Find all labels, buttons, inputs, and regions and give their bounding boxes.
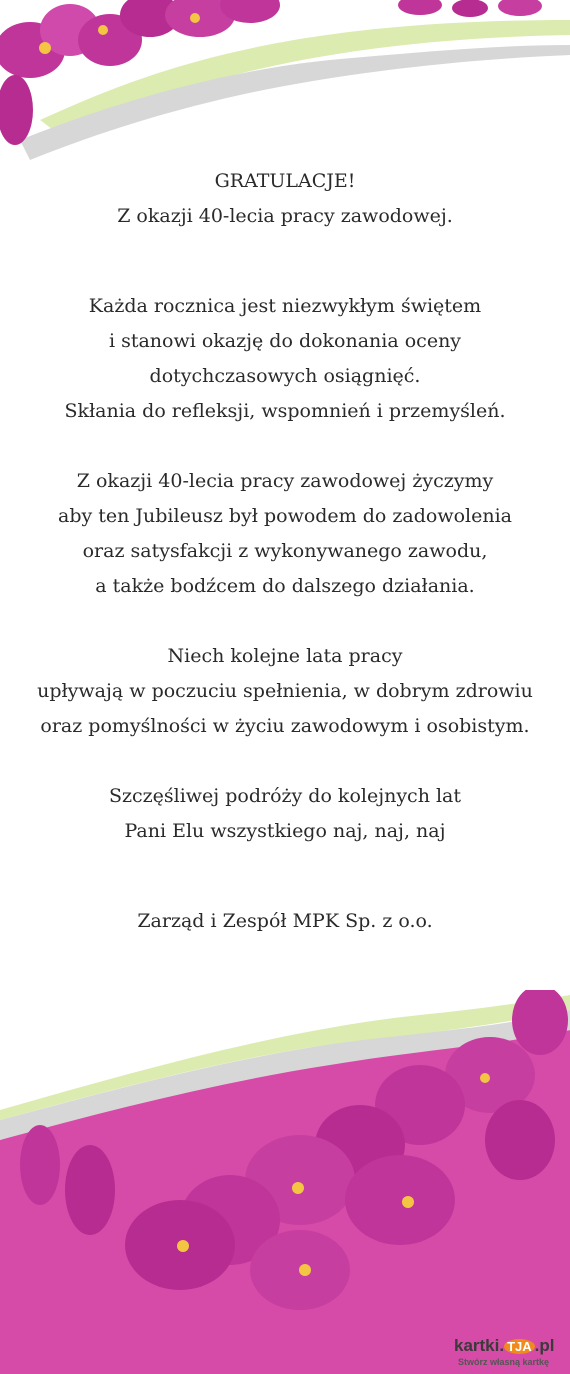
paragraph-line: Z okazji 40-lecia pracy zawodowej życzymy bbox=[76, 470, 494, 492]
logo-mark: TJA bbox=[504, 1339, 535, 1354]
paragraph-line: i stanowi okazję do dokonania oceny bbox=[108, 330, 462, 352]
paragraph-line: aby ten Jubileusz był powodem do zadowolenia bbox=[58, 505, 512, 527]
paragraph-line: Skłania do refleksji, wspomnień i przemyśleń. bbox=[64, 400, 506, 422]
paragraph-4 bbox=[0, 779, 570, 849]
paragraph-line: upływają w poczuciu spełnienia, w dobrym zdrowiu bbox=[37, 680, 533, 702]
card-subheading: Z okazji 40-lecia pracy zawodowej. bbox=[117, 205, 453, 227]
logo-wordmark: kartki. TJA .pl bbox=[454, 1336, 555, 1355]
paragraph-line: Szczęśliwej podróży do kolejnych lat bbox=[108, 785, 462, 807]
card-heading: GRATULACJE! bbox=[214, 170, 356, 192]
site-logo[interactable] bbox=[454, 1336, 564, 1370]
signature: Zarząd i Zespół MPK Sp. z o.o. bbox=[137, 910, 433, 932]
bottom-lilac-decoration bbox=[0, 990, 570, 1374]
paragraph-2 bbox=[0, 464, 570, 604]
paragraph-line: Niech kolejne lata pracy bbox=[167, 645, 403, 667]
paragraph-line: dotychczasowych osiągnięć. bbox=[149, 365, 421, 387]
greeting-text bbox=[0, 164, 570, 939]
paragraph-line: oraz pomyślności w życiu zawodowym i osobistym. bbox=[40, 715, 530, 737]
paragraph-3 bbox=[0, 639, 570, 744]
paragraph-line: Pani Elu wszystkiego naj, naj, naj bbox=[124, 820, 446, 842]
top-lilac-decoration bbox=[0, 0, 570, 170]
paragraph-1 bbox=[0, 289, 570, 429]
paragraph-line: a także bodźcem do dalszego działania. bbox=[95, 575, 475, 597]
logo-tagline: Stwórz własną kartkę bbox=[458, 1357, 550, 1367]
paragraph-line: Każda rocznica jest niezwykłym świętem bbox=[88, 295, 482, 317]
paragraph-line: oraz satysfakcji z wykonywanego zawodu, bbox=[82, 540, 488, 562]
